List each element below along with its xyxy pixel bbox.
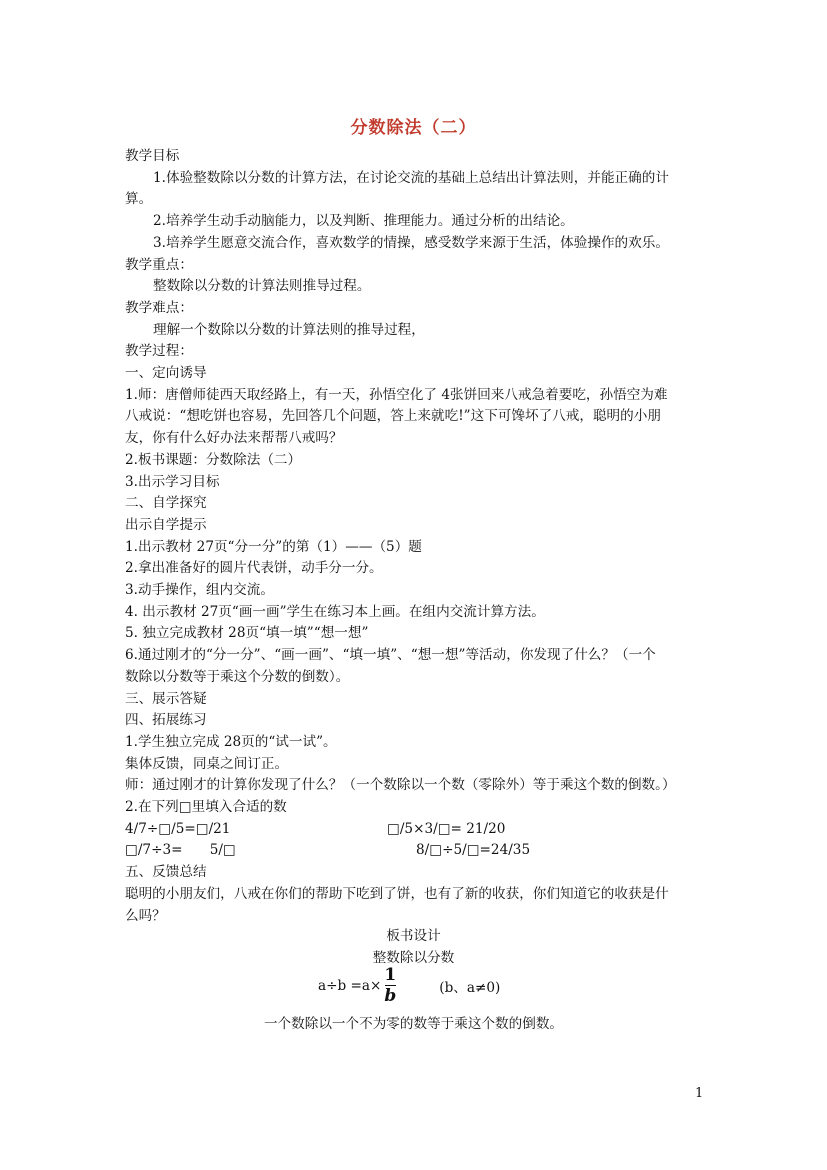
formula-fraction [384,966,396,1005]
fraction-numerator: 1 [384,965,397,985]
paragraph-line: 数除以分数等于乘这个分数的倒数）。 [125,668,350,685]
paragraph-line: 八戒说：“想吃饼也容易，先回答几个问题，答上来就吃!”这下可馋坏了八戒，聪明的小朋 [125,408,661,425]
section-heading: 教学难点： [125,299,193,316]
paragraph-line: 2.板书课题：分数除法（二） [125,451,302,468]
exercise-3: □/7÷3= 5/□ [125,842,236,859]
paragraph-line: 2.拿出准备好的圆片代表饼，动手分一分。 [125,560,383,577]
formula-condition: (b、a≠0) [439,979,501,996]
document-body [125,146,705,927]
objective-3: 3.培养学生愿意交流合作，喜欢数学的情操，感受数学来源于生活，体验操作的欢乐。 [153,234,669,251]
subsection-heading: 四、拓展练习 [125,712,207,729]
paragraph-line: 4. 出示教材 27页“画一画”学生在练习本上画。在组内交流计算方法。 [125,603,545,620]
paragraph-line: 友，你有什么好办法来帮帮八戒吗？ [125,430,343,447]
subsection-heading: 二、自学探究 [125,495,207,512]
section-heading: 教学重点： [125,256,193,273]
board-subheading: 整数除以分数 [372,950,455,966]
section-heading: 教学过程： [125,343,193,360]
board-formula [318,966,500,1005]
paragraph-line: 集体反馈，同桌之间订正。 [125,755,289,772]
paragraph-line: 出示自学提示 [125,516,207,533]
exercise-1: 4/7÷□/5=□/21 [125,820,231,837]
paragraph-line: 3.动手操作，组内交流。 [125,582,274,599]
exercise-4: 8/□÷5/□=24/35 [416,842,531,859]
formula-left: a÷b =a× [318,977,382,994]
paragraph-line: 1.出示教材 27页“分一分”的第（1）——（5）题 [125,538,422,555]
objective-2: 2.培养学生动手动脑能力，以及判断、推理能力。通过分析的出结论。 [153,213,574,230]
paragraph-line: 1.学生独立完成 28页的“试一试”。 [125,733,337,750]
board-rule: 一个数除以一个不为零的数等于乘这个数的倒数。 [263,1016,564,1032]
paragraph-line: 师：通过刚才的计算你发现了什么？（一个数除以一个数（零除外）等于乘这个数的倒数。） [125,777,676,794]
fraction-denominator: b [384,986,397,1006]
document-title: 分数除法（二） [350,118,477,138]
difficulty: 理解一个数除以分数的计算法则的推导过程， [153,321,425,338]
subsection-heading: 五、反馈总结 [125,864,207,881]
paragraph-line: 么吗？ [125,907,166,924]
exercise-2: □/5×3/□= 21/20 [387,820,506,837]
subsection-heading: 一、定向诱导 [125,365,207,382]
paragraph-line: 3.出示学习目标 [125,473,220,490]
paragraph-line: 2.在下列□里填入合适的数 [125,799,287,816]
paragraph-line: 6.通过刚才的“分一分”、“画一画”、“填一填”、“想一想”等活动，你发现了什么？（一个 [125,647,656,664]
section-heading: 教学目标 [125,148,180,164]
paragraph-line: 聪明的小朋友们，八戒在你们的帮助下吃到了饼，也有了新的收获，你们知道它的收获是什 [125,885,669,902]
paragraph-line: 1.师：唐僧师徒西天取经路上，有一天，孙悟空化了 4张饼回来八戒急着要吃，孙悟空为难 [125,386,668,403]
board-heading: 板书设计 [386,928,441,944]
exercise-grid [125,819,705,862]
page-number: 1 [695,1086,704,1101]
objective-1-cont: 算。 [125,191,153,208]
objective-1: 1.体验整数除以分数的计算方法，在讨论交流的基础上总结出计算法则，并能正确的计 [153,169,669,186]
paragraph-line: 5. 独立完成教材 28页“填一填”“想一想” [125,625,369,642]
subsection-heading: 三、展示答疑 [125,690,207,707]
key-point: 整数除以分数的计算法则推导过程。 [153,278,371,295]
